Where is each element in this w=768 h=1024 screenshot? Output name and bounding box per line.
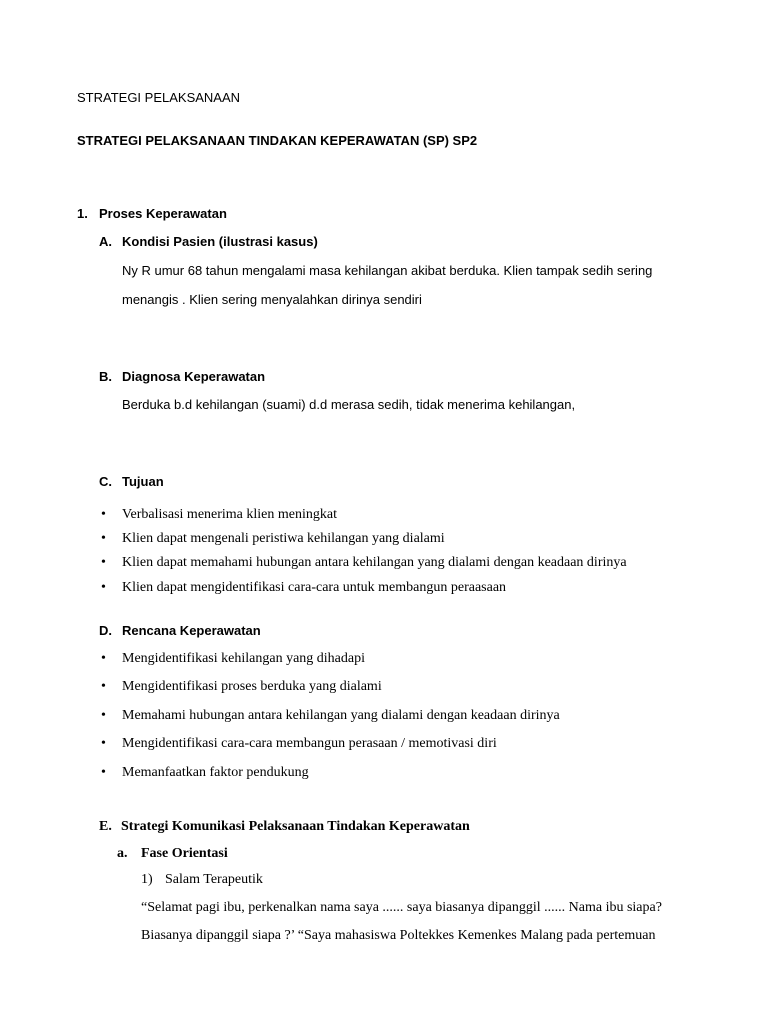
case-text-line: menangis . Klien sering menyalahkan dirinya sendiri [122, 292, 422, 307]
case-text-line: Ny R umur 68 tahun mengalami masa kehilangan akibat berduka. Klien tampak sedih sering [122, 263, 653, 278]
bullet-icon: • [101, 651, 106, 666]
dialogue-line: “Selamat pagi ibu, perkenalkan nama saya ...... saya biasanya dipanggil ...... Nama ibu siapa? [141, 900, 662, 915]
phase-letter: a. [117, 846, 128, 861]
section-number: 1. [77, 206, 88, 221]
list-item-text: Klien dapat mengidentifikasi cara-cara untuk membangun peraasaan [122, 580, 507, 595]
item-number: 1) [141, 872, 153, 887]
list-item-text: Memahami hubungan antara kehilangan yang dialami dengan keadaan dirinya [122, 708, 560, 723]
list-item-text: Memanfaatkan faktor pendukung [122, 765, 309, 780]
list-item-text: Klien dapat memahami hubungan antara kehilangan yang dialami dengan keadaan dirinya [122, 555, 627, 570]
subsection-heading: Rencana Keperawatan [122, 623, 261, 638]
bullet-icon: • [101, 507, 106, 522]
subsection-letter: C. [99, 474, 112, 489]
bullet-icon: • [101, 736, 106, 751]
bullet-icon: • [101, 765, 106, 780]
document-title: STRATEGI PELAKSANAAN [77, 90, 241, 105]
subsection-heading: Diagnosa Keperawatan [122, 369, 266, 384]
bullet-icon: • [101, 531, 106, 546]
subsection-letter: A. [99, 234, 112, 249]
subsection-letter: E. [99, 819, 112, 834]
item-label: Salam Terapeutik [165, 872, 263, 887]
subsection-heading: Strategi Komunikasi Pelaksanaan Tindakan Keperawatan [121, 819, 470, 834]
list-item-text: Verbalisasi menerima klien meningkat [122, 507, 337, 522]
phase-heading: Fase Orientasi [141, 846, 228, 861]
list-item-text: Mengidentifikasi kehilangan yang dihadapi [122, 651, 365, 666]
list-item-text: Klien dapat mengenali peristiwa kehilangan yang dialami [122, 531, 445, 546]
diagnosis-text: Berduka b.d kehilangan (suami) d.d merasa sedih, tidak menerima kehilangan, [122, 397, 576, 412]
bullet-icon: • [101, 555, 106, 570]
dialogue-line: Biasanya dipanggil siapa ?’ “Saya mahasiswa Poltekkes Kemenkes Malang pada pertemuan [141, 928, 656, 943]
bullet-icon: • [101, 679, 106, 694]
document-subtitle: STRATEGI PELAKSANAAN TINDAKAN KEPERAWATAN (SP) SP2 [77, 133, 478, 148]
subsection-letter: D. [99, 623, 112, 638]
list-item-text: Mengidentifikasi proses berduka yang dialami [122, 679, 382, 694]
bullet-icon: • [101, 580, 106, 595]
section-heading: Proses Keperawatan [99, 206, 227, 221]
bullet-icon: • [101, 708, 106, 723]
subsection-heading: Tujuan [122, 474, 164, 489]
subsection-heading: Kondisi Pasien (ilustrasi kasus) [122, 234, 318, 249]
subsection-letter: B. [99, 369, 112, 384]
list-item-text: Mengidentifikasi cara-cara membangun perasaan / memotivasi diri [122, 736, 497, 751]
